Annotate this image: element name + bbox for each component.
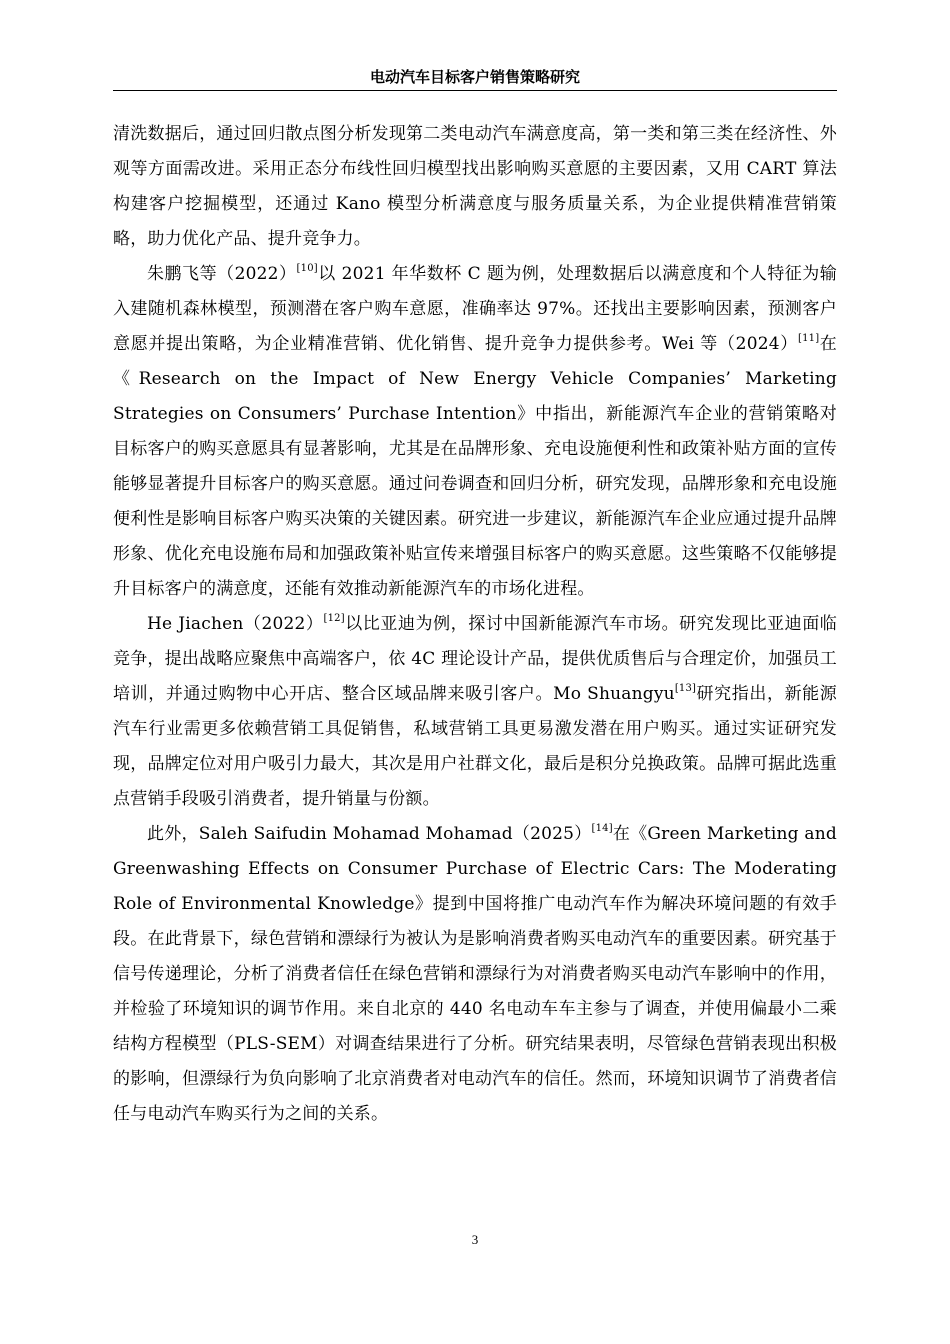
citation-ref: [11]: [797, 333, 820, 344]
paragraph-text: 朱鹏飞等（2022）: [147, 264, 297, 284]
citation-ref: [12]: [323, 613, 345, 624]
paragraph-text: He Jiachen（2022）: [147, 614, 324, 634]
paragraph-he-jiachen: [113, 607, 837, 817]
header-rule: [113, 90, 837, 91]
paragraph-text: 在《Research on the Impact of New Energy Vehicle Companies’ Marketing Strategies on Consumers’ Purchase Intention》中指出，新能源汽车企业的营销策略对目标客户的购买意愿具有显著影响，尤其是在品牌形象、充电设施便利性和政策补贴方面的宣传能够显著提升目标客户的购买意愿。通过问卷调查和回归分析，研究发现，品牌形象和充电设施便利性是影响目标客户购买决策的关键因素。研究进一步建议，新能源汽车企业应通过提升品牌形象、优化充电设施布局和加强政策补贴宣传来增强目标客户的购买意愿。这些策略不仅能够提升目标客户的满意度，还能有效推动新能源汽车的市场化进程。: [113, 334, 838, 599]
paragraph-text: 研究指出，新能源汽车行业需更多依赖营销工具促销售，私域营销工具更易激发潜在用户购买。通过实证研究发现，品牌定位对用户吸引力最大，其次是用户社群文化，最后是积分兑换政策。品牌可据此选重点营销手段吸引消费者，提升销量与份额。: [113, 684, 837, 809]
paragraph-continuation: 清洗数据后，通过回归散点图分析发现第二类电动汽车满意度高，第一类和第三类在经济性、外观等方面需改进。采用正态分布线性回归模型找出影响购买意愿的主要因素，又用 CART 算法构建客户挖掘模型，还通过 Kano 模型分析满意度与服务质量关系，为企业提供精准营销策略，助力优化产品、提升竞争力。: [113, 124, 837, 249]
paragraph-text: 以比亚迪为例，探讨中国新能源汽车市场。研究发现比亚迪面临竞争，提出战略应聚焦中高端客户，依 4C 理论设计产品，提供优质售后与合理定价，加强员工培训，并通过购物中心开店、整合区域品牌来吸引客户。Mo Shuangyu: [113, 614, 837, 704]
paragraph-saleh: [113, 817, 837, 1132]
paragraph-text: 在《Green Marketing and Greenwashing Effects on Consumer Purchase of Electric Cars: The Moderating Role of Environmental Knowledge》提到中国将推广电动汽车作为解决环境问题的有效手段。在此背景下，绿色营销和漂绿行为被认为是影响消费者购买电动汽车的重要因素。研究基于信号传递理论，分析了消费者信任在绿色营销和漂绿行为对消费者购买电动汽车影响中的作用，并检验了环境知识的调节作用。来自北京的 440 名电动车车主参与了调查，并使用偏最小二乘结构方程模型（PLS-SEM）对调查结果进行了分析。研究结果表明，尽管绿色营销表现出积极的影响，但漂绿行为负向影响了北京消费者对电动汽车的信任。然而，环境知识调节了消费者信任与电动汽车购买行为之间的关系。: [113, 824, 837, 1124]
page-number: 3: [471, 1232, 479, 1247]
citation-ref: [14]: [591, 823, 613, 834]
running-header: 电动汽车目标客户销售策略研究: [369, 68, 580, 86]
body-text: [113, 117, 837, 1132]
citation-ref: [13]: [674, 683, 697, 694]
citation-ref: [10]: [296, 263, 318, 274]
paragraph-zhu-pengfei: [113, 257, 837, 607]
paragraph-text: 此外，Saleh Saifudin Mohamad Mohamad（2025）: [147, 824, 592, 844]
paragraph-text: 以 2021 年华数杯 C 题为例，处理数据后以满意度和个人特征为输入建随机森林模型，预测潜在客户购车意愿，准确率达 97%。还找出主要影响因素，预测客户意愿并提出策略，为企业精准营销、优化销售、提升竞争力提供参考。Wei 等（2024）: [113, 264, 838, 354]
